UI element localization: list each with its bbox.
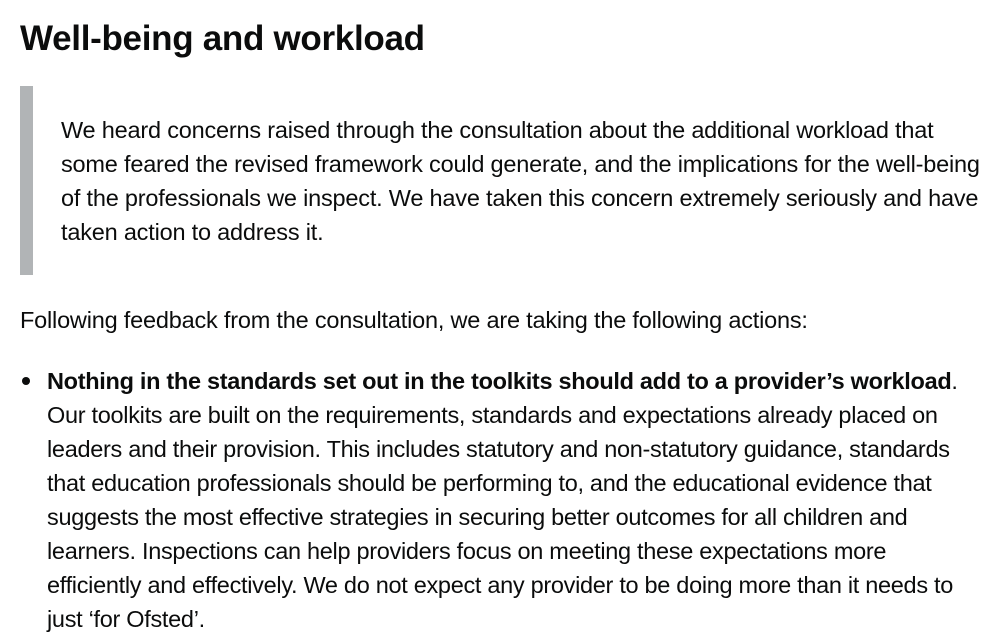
- list-item: [20, 364, 980, 636]
- action-body-text: . Our toolkits are built on the requirements, standards and expectations already placed on leaders and their provision. This includes statutory and non-statutory guidance, standards that education professionals should be performing to, and the educational evidence that suggests the most effective strategies in securing better outcomes for all children and learners. Inspections can help providers focus on meeting these expectations more efficiently and effectively. We do not expect any provider to be doing more than it needs to just ‘for Ofsted’.: [47, 368, 958, 632]
- action-bold-text: Nothing in the standards set out in the toolkits should add to a provider’s workload: [47, 368, 952, 394]
- lead-paragraph: Following feedback from the consultation, we are taking the following actions:: [20, 307, 808, 333]
- section-heading: Well-being and workload: [20, 19, 425, 58]
- inset-text-block: [20, 86, 980, 275]
- inset-text: We heard concerns raised through the consultation about the additional workload that some feared the revised framework could generate, and the implications for the well-being of the professionals we inspect. We have taken this concern extremely seriously and have taken action to address it.: [61, 117, 980, 245]
- actions-list: [20, 364, 980, 636]
- bullet-icon: [22, 377, 30, 385]
